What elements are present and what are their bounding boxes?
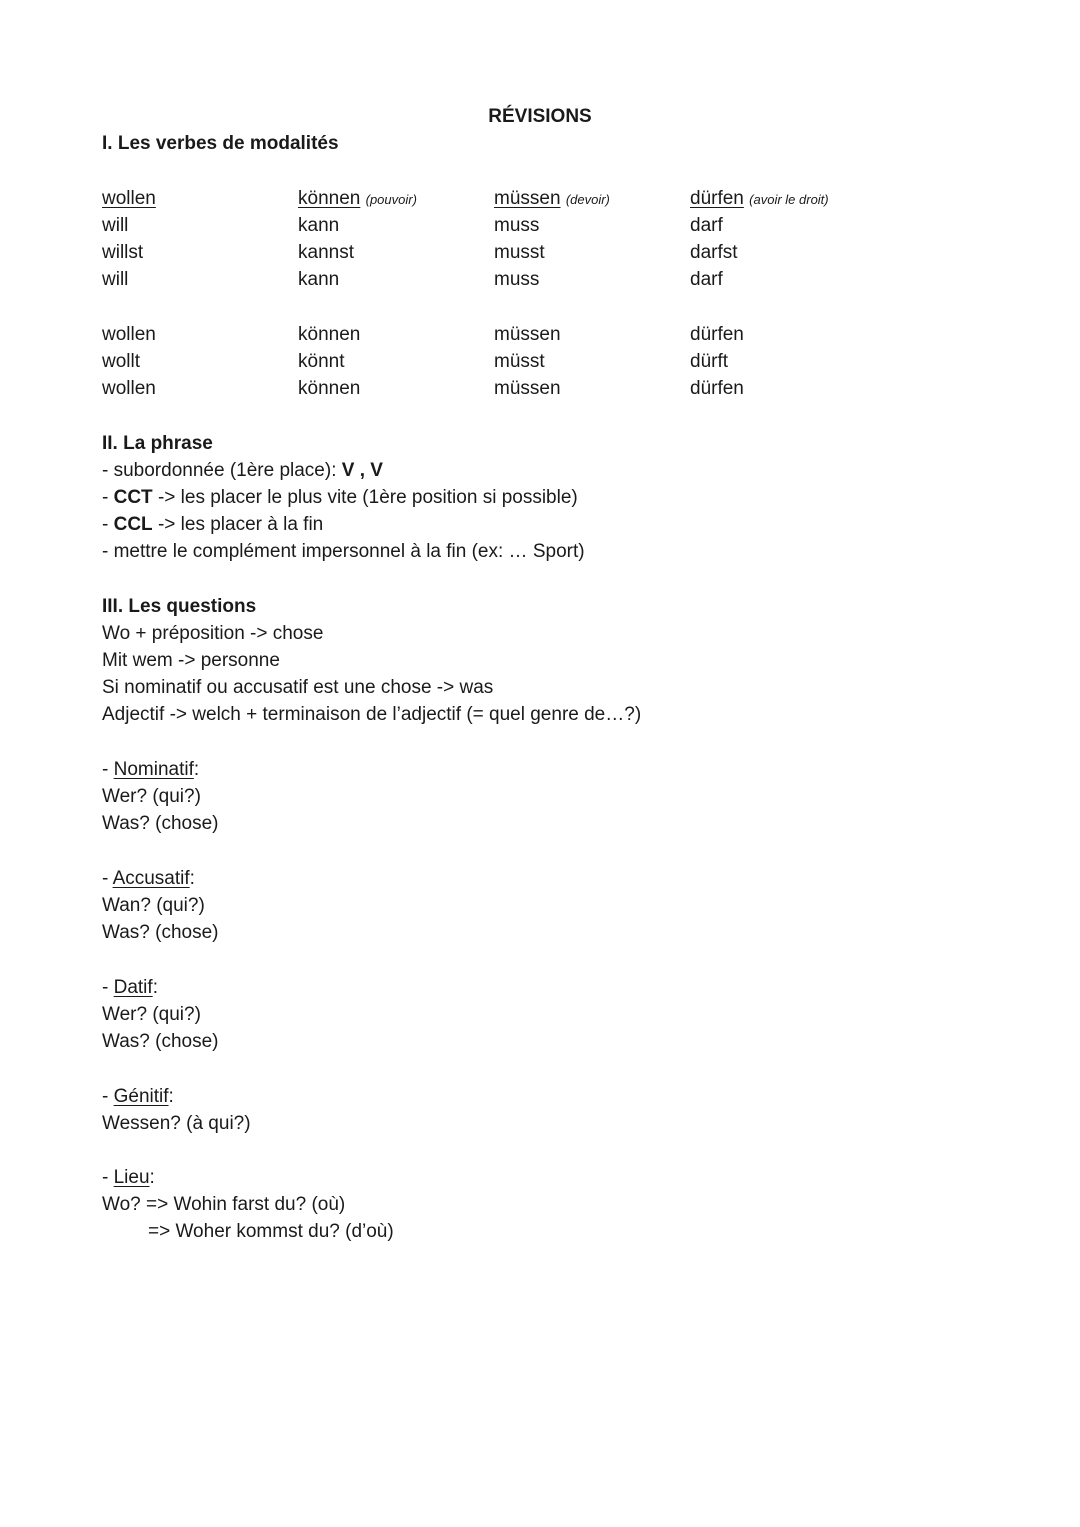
dash: - xyxy=(102,977,114,998)
verb-name: müssen xyxy=(494,188,561,209)
case-item: Was? (chose) xyxy=(102,1031,219,1052)
conjugation-cell: müssen xyxy=(494,324,561,345)
section-3-heading: III. Les questions xyxy=(102,596,257,617)
verb-header-wollen xyxy=(102,185,156,212)
conjugation-cell: müssen xyxy=(494,378,561,399)
conjugation-cell: dürfen xyxy=(690,324,744,345)
dash: - xyxy=(102,868,113,889)
verb-name: wollen xyxy=(102,188,156,209)
question-rule: Mit wem -> personne xyxy=(102,650,280,671)
case-item: Was? (chose) xyxy=(102,813,219,834)
case-item: => Woher kommst du? (d’où) xyxy=(148,1221,394,1242)
case-heading-lieu xyxy=(102,1164,155,1191)
rule-text: -> les placer à la fin xyxy=(152,514,324,535)
dash: - xyxy=(102,759,114,780)
verb-header-koennen xyxy=(298,185,417,213)
verb-name: können xyxy=(298,188,361,209)
conjugation-cell: können xyxy=(298,378,361,399)
rule-text: -> les placer le plus vite (1ère position si possible) xyxy=(152,487,578,508)
case-label: Lieu xyxy=(113,1167,150,1188)
question-rule: Adjectif -> welch + terminaison de l’adjectif (= quel genre de…?) xyxy=(102,704,642,725)
colon: : xyxy=(149,1167,155,1188)
rule-text: - subordonnée (1ère place): xyxy=(102,460,342,481)
conjugation-cell: kann xyxy=(298,215,340,236)
dash: - xyxy=(102,1167,114,1188)
verb-note: (pouvoir) xyxy=(365,192,417,207)
phrase-rule-subordinate xyxy=(102,457,383,484)
section-1-heading: I. Les verbes de modalités xyxy=(102,133,339,154)
conjugation-cell: will xyxy=(102,215,129,236)
verb-note: (devoir) xyxy=(565,192,610,207)
conjugation-cell: darfst xyxy=(690,242,738,263)
conjugation-cell: darf xyxy=(690,269,723,290)
verb-header-duerfen xyxy=(690,185,829,213)
case-heading-genitif xyxy=(102,1083,174,1110)
page-title: RÉVISIONS xyxy=(488,106,592,127)
case-item: Was? (chose) xyxy=(102,922,219,943)
rule-text: - xyxy=(102,514,114,535)
conjugation-cell: dürft xyxy=(690,351,729,372)
case-item: Wer? (qui?) xyxy=(102,786,201,807)
case-item: Wer? (qui?) xyxy=(102,1004,201,1025)
conjugation-cell: muss xyxy=(494,269,540,290)
question-rule: Si nominatif ou accusatif est une chose -> was xyxy=(102,677,494,698)
conjugation-cell: will xyxy=(102,269,129,290)
case-label: Datif xyxy=(113,977,153,998)
phrase-rule-cct xyxy=(102,484,578,511)
conjugation-cell: wollen xyxy=(102,378,156,399)
dash: - xyxy=(102,1086,114,1107)
case-label: Accusatif xyxy=(112,868,190,889)
case-heading-nominatif xyxy=(102,756,199,783)
conjugation-cell: dürfen xyxy=(690,378,744,399)
rule-bold: CCT xyxy=(113,487,153,508)
conjugation-cell: darf xyxy=(690,215,723,236)
case-item: Wessen? (à qui?) xyxy=(102,1113,251,1134)
case-item: Wo? => Wohin farst du? (où) xyxy=(102,1194,346,1215)
verb-note: (avoir le droit) xyxy=(749,192,829,207)
colon: : xyxy=(168,1086,174,1107)
rule-bold: V , V xyxy=(341,460,383,481)
colon: : xyxy=(152,977,158,998)
phrase-rule-ccl xyxy=(102,511,323,538)
conjugation-cell: kannst xyxy=(298,242,354,263)
conjugation-cell: musst xyxy=(494,242,545,263)
colon: : xyxy=(193,759,200,780)
case-item: Wan? (qui?) xyxy=(102,895,205,916)
question-rule: Wo + préposition -> chose xyxy=(102,623,324,644)
phrase-rule-complement: - mettre le complément impersonnel à la fin (ex: … Sport) xyxy=(102,541,585,562)
rule-bold: CCL xyxy=(113,514,153,535)
colon: : xyxy=(189,868,195,889)
verb-name: dürfen xyxy=(690,188,744,209)
conjugation-cell: wollt xyxy=(102,351,141,372)
case-heading-datif xyxy=(102,974,158,1001)
conjugation-cell: können xyxy=(298,324,361,345)
conjugation-cell: kann xyxy=(298,269,340,290)
case-heading-accusatif xyxy=(102,865,195,892)
conjugation-cell: könnt xyxy=(298,351,345,372)
conjugation-cell: müsst xyxy=(494,351,545,372)
conjugation-cell: wollen xyxy=(102,324,156,345)
section-2-heading: II. La phrase xyxy=(102,433,213,454)
verb-header-muessen xyxy=(494,185,610,213)
case-label: Génitif xyxy=(113,1086,169,1107)
conjugation-cell: willst xyxy=(102,242,144,263)
rule-text: - xyxy=(102,487,114,508)
case-label: Nominatif xyxy=(113,759,194,780)
conjugation-cell: muss xyxy=(494,215,540,236)
